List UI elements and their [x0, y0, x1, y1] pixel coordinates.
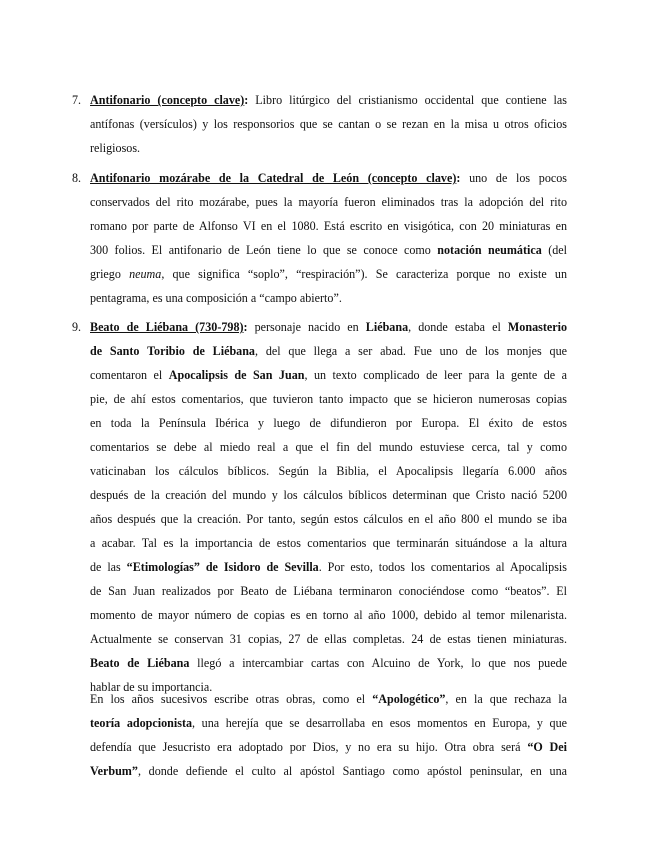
item-9-line-10: a acabar. Tal es la importancia de estos comentarios que terminarán situándose a la altura: [90, 536, 567, 550]
term-antifonario: Antifonario (concepto clave): [90, 93, 245, 107]
line-text: 300 folios. El antifonario de León tiene lo que se conoce como: [90, 243, 438, 257]
line-text: llegó a intercambiar cartas con Alcuino de York, lo que nos puede: [189, 656, 567, 670]
line-text: de las: [90, 560, 127, 574]
item-7-line-3: religiosos.: [90, 141, 141, 155]
item-9-line-5: en toda la Península Ibérica y luego de difundieron por Europa. El éxito de estos: [90, 416, 567, 430]
term-antifonario-mozarabe: Antifonario mozárabe de la Catedral de León (concepto clave): [90, 171, 457, 185]
item-7-line-2: antífonas (versículos) y los responsorios que se cantan o se rezan en la misa u otros oficios: [90, 117, 567, 131]
item-8-line-6: pentagrama, es una composición a “campo abierto”.: [90, 291, 342, 305]
para-line-2: [90, 711, 567, 735]
item-9-line-6: comentarios se debe al miedo real a que el fin del mundo estuviese cerca, tal y como: [90, 440, 567, 454]
term-colon: :: [243, 320, 248, 334]
bold-beato: Beato de Liébana: [90, 656, 190, 670]
bold-o-dei: “O Dei: [527, 740, 567, 754]
line-text: , del que llega a ser abad. Fue uno de los monjes que: [254, 344, 567, 358]
bold-teoria-adopcionista: teoría adopcionista: [90, 716, 193, 730]
item-9-line-16: hablar de su importancia.: [90, 680, 213, 694]
item-9-line-4: pie, de ahí estos comentarios, que tuvieron tanto impacto que se hicieron numerosas copias: [90, 392, 567, 406]
item-9-line-13: momento de mayor número de copias es en torno al año 1000, debido al temor milenarista.: [90, 608, 567, 622]
line-text: comentaron el: [90, 368, 169, 382]
item-9-line-3: [90, 363, 567, 387]
item-8-line-4: [90, 238, 567, 262]
term-colon: :: [244, 93, 249, 107]
line-text: , en la que rechaza la: [445, 692, 567, 706]
item-7-line-1: [90, 88, 567, 112]
line-text: , un texto complicado de leer para la gente de a: [304, 368, 567, 382]
item-9-line-9: años después que la creación. Por tanto, según estos cálculos en el año 800 el mundo se iba: [90, 512, 567, 526]
item-number: 9.: [72, 320, 82, 334]
item-8-line-1: [90, 166, 567, 190]
para-line-4: [90, 759, 567, 783]
item-8-line-2: conservados del rito mozárabe, pues la mayoría fueron eliminados tras la adopción del rito: [90, 195, 567, 209]
line-text: En los años sucesivos escribe otras obras, como el: [90, 692, 373, 706]
item-9-line-1: [90, 315, 567, 339]
bold-notacion-neumatica: notación neumática: [437, 243, 542, 257]
line-text: , donde defiende el culto al apóstol Santiago como apóstol peninsular, en una: [137, 764, 567, 778]
item-9-line-11: [90, 555, 567, 579]
item-9-line-14: Actualmente se conservan 31 copias, 27 de ellas completas. 24 de estas tienen miniaturas.: [90, 632, 567, 646]
line-text: griego: [90, 267, 130, 281]
term-beato-de-liebana: Beato de Liébana (730-798): [90, 320, 244, 334]
bold-verbum: Verbum”: [90, 764, 138, 778]
line-text: (del: [541, 243, 568, 257]
line-text: Libro litúrgico del cristianismo occidental que contiene las: [248, 93, 567, 107]
line-text: uno de los pocos: [460, 171, 567, 185]
item-9-line-2: [90, 339, 567, 363]
item-9-line-7: vaticinaban los cálculos bíblicos. Según la Biblia, el Apocalipsis llegaría 6.000 años: [90, 464, 567, 478]
bold-liebana: Liébana: [365, 320, 409, 334]
item-8-line-5: [90, 262, 567, 286]
item-number: 8.: [72, 171, 82, 185]
line-text: , que significa “soplo”, “respiración”). Se caracteriza porque no existe un: [161, 267, 567, 281]
para-line-3: [90, 735, 567, 759]
line-text: . Por esto, todos los comentarios al Apocalipsis: [318, 560, 567, 574]
bold-etimologias: “Etimologías” de Isidoro de Sevilla: [126, 560, 319, 574]
item-9-line-15: [90, 651, 567, 675]
para-line-1: [90, 687, 567, 711]
term-colon: :: [456, 171, 461, 185]
bold-apologetico: “Apologético”: [372, 692, 446, 706]
paragraph-obras: [90, 687, 567, 783]
bold-santo-toribio: de Santo Toribio de Liébana: [90, 344, 255, 358]
item-number: 7.: [72, 93, 82, 107]
line-text: , una herejía que se desarrollaba en esos momentos en Europa, y que: [192, 716, 567, 730]
item-8-line-3: romano por parte de Alfonso VI en el 1080. Está escrito en visigótica, con 20 miniaturas en: [90, 219, 567, 233]
bold-apocalipsis: Apocalipsis de San Juan: [168, 368, 305, 382]
italic-neuma: neuma: [129, 267, 162, 281]
bold-monasterio: Monasterio: [507, 320, 567, 334]
line-text: , donde estaba el: [408, 320, 508, 334]
line-text: defendía que Jesucristo era adoptado por Dios, y no era su hijo. Otra obra será: [90, 740, 528, 754]
item-9-line-8: después de la creación del mundo y los cálculos bíblicos determinan que Cristo nació 5200: [90, 488, 567, 502]
item-9-line-12: de San Juan realizados por Beato de Liébana terminaron conociéndose como “beatos”. El: [90, 584, 567, 598]
line-text: personaje nacido en: [247, 320, 366, 334]
